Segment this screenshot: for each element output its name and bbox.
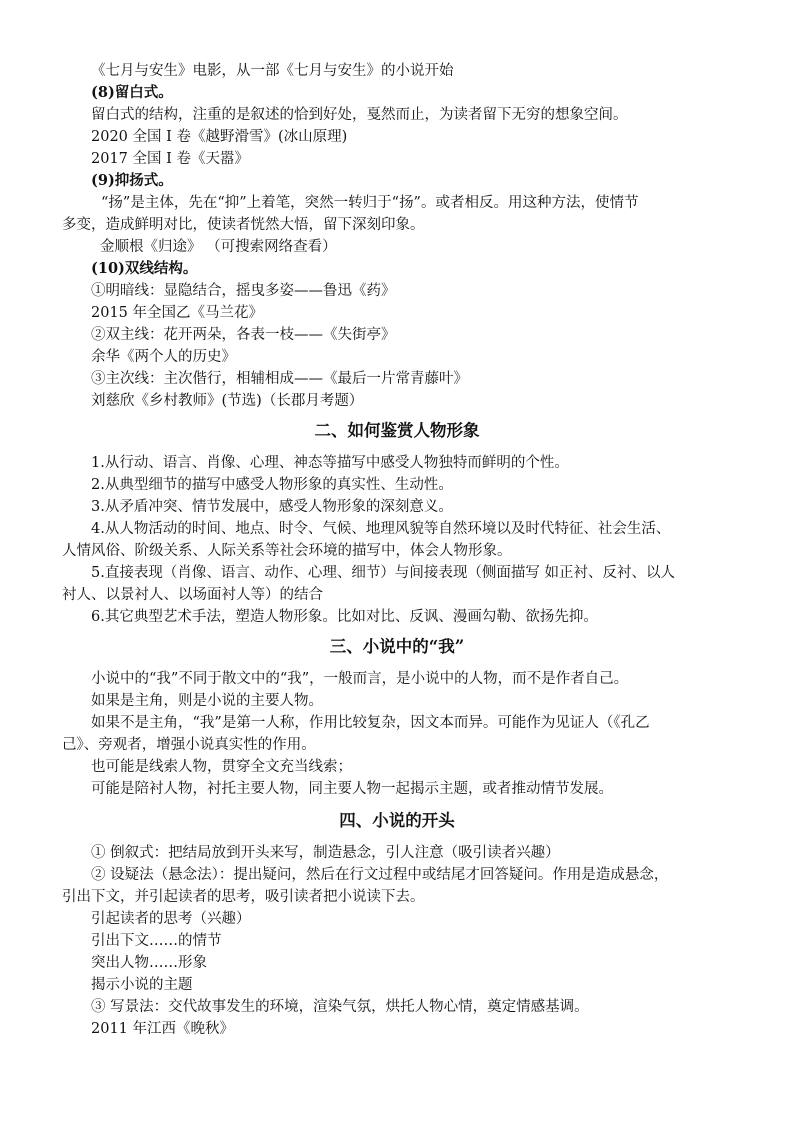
text-line: 余华《两个人的历史》 — [91, 349, 236, 365]
text-line: 引出下文……的情节 — [91, 933, 222, 949]
text-line: 5.直接表现（肖像、语言、动作、心理、细节）与间接表现（侧面描写 如正衬、反衬、以人 — [91, 565, 675, 581]
subheading-liubai: (8)留白式。 — [91, 84, 173, 101]
text-line: 如果是主角，则是小说的主要人物。 — [91, 693, 323, 709]
text-line: 也可能是线索人物，贯穿全文充当线索； — [91, 759, 352, 775]
text-line: 刘慈欣《乡村教师》(节选)（长郡月考题） — [91, 393, 364, 409]
subheading-yiyang: (9)抑扬式。 — [91, 172, 173, 189]
subheading-shuangxian: (10)双线结构。 — [91, 260, 198, 277]
text-line: 己》、旁观者，增强小说真实性的作用。 — [62, 737, 316, 753]
text-line: 2011 年江西《晚秋》 — [91, 1021, 235, 1037]
text-line: 小说中的“我”不同于散文中的“我”，一般而言，是小说中的人物，而不是作者自己。 — [91, 671, 629, 687]
text-line: ③ 写景法：交代故事发生的环境，渲染气氛，烘托人物心情，奠定情感基调。 — [91, 999, 589, 1015]
text-line: “扬”是主体，先在“抑”上着笔，突然一转归于“扬”。或者相反。用这种方法，使情节 — [101, 195, 639, 211]
text-line: 如果不是主角，“我”是第一人称，作用比较复杂，因文本而异。可能作为见证人（《孔乙 — [91, 715, 650, 731]
text-line: 突出人物……形象 — [91, 955, 207, 971]
text-line: ② 设疑法（悬念法）：提出疑问，然后在行文过程中或结尾才回答疑问。作用是造成悬念， — [91, 867, 669, 883]
text-line: 金顺根《归途》 （可搜索网络查看） — [100, 239, 337, 255]
section-heading: 四、小说的开头 — [339, 811, 455, 830]
text-line: 4.从人物活动的时间、地点、时令、气候、地理风貌等自然环境以及时代特征、社会生活、 — [91, 521, 671, 537]
text-line: ②双主线：花开两朵，各表一枝——《失街亭》 — [91, 327, 396, 343]
section-heading: 三、小说中的“我” — [329, 637, 465, 656]
text-line: 2015 年全国乙《马兰花》 — [91, 305, 264, 321]
text-line: 2020 全国 I 卷《越野滑雪》(冰山原理) — [91, 129, 348, 145]
text-line: 《七月与安生》电影，从一部《七月与安生》的小说开始 — [91, 63, 454, 79]
text-line: 2.从典型细节的描写中感受人物形象的真实性、生动性。 — [91, 477, 453, 493]
text-line: 衬人、以景衬人、以场面衬人等）的结合 — [62, 587, 323, 603]
text-line: 引起读者的思考（兴趣） — [91, 911, 251, 927]
text-line: 2017 全国 I 卷《天嚣》 — [91, 151, 249, 167]
text-line: 可能是陪衬人物，衬托主要人物，同主要人物一起揭示主题，或者推动情节发展。 — [91, 781, 613, 797]
text-line: 人情风俗、阶级关系、人际关系等社会环境的描写中，体会人物形象。 — [62, 543, 512, 559]
text-line: 6.其它典型艺术手法，塑造人物形象。比如对比、反讽、漫画勾勒、欲扬先抑。 — [91, 609, 598, 625]
text-line: 多变，造成鲜明对比，使读者恍然大悟，留下深刻印象。 — [62, 217, 425, 233]
text-line: 1.从行动、语言、肖像、心理、神态等描写中感受人物独特而鲜明的个性。 — [91, 455, 569, 471]
section-heading: 二、如何鉴赏人物形象 — [314, 421, 480, 440]
text-line: 引出下文，并引起读者的思考，吸引读者把小说读下去。 — [62, 889, 425, 905]
text-line: ①明暗线：显隐结合，摇曳多姿——鲁迅《药》 — [91, 283, 396, 299]
text-line: 揭示小说的主题 — [91, 977, 193, 993]
text-line: ③主次线：主次偕行，相辅相成——《最后一片常青藤叶》 — [91, 371, 468, 387]
text-line: 3.从矛盾冲突、情节发展中，感受人物形象的深刻意义。 — [91, 499, 453, 515]
text-line: ① 倒叙式：把结局放到开头来写，制造悬念，引人注意（吸引读者兴趣） — [91, 845, 560, 861]
text-line: 留白式的结构，注重的是叙述的恰到好处，戛然而止，为读者留下无穷的想象空间。 — [91, 107, 628, 123]
